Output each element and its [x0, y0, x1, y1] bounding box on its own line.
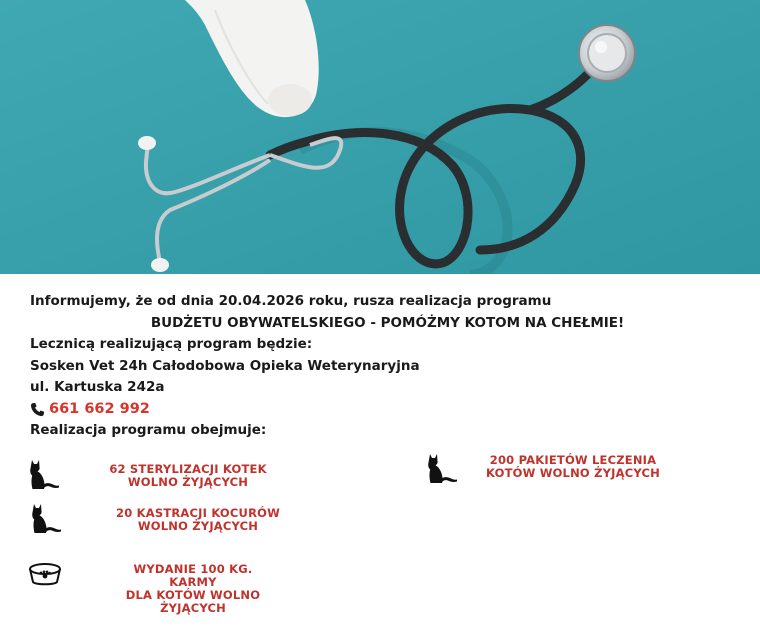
phone-icon [30, 402, 45, 417]
clinic-name: Sosken Vet 24h Całodobowa Opieka Weterynaryjna [30, 357, 420, 374]
announcement-line: Informujemy, że od dnia 20.04.2026 roku, rusza realizacja programu [30, 293, 552, 309]
item-text-line: KOTÓW WOLNO ŻYJĄCYCH [486, 466, 660, 480]
program-title: BUDŻETU OBYWATELSKIEGO - POMÓŻMY KOTOM NA CHEŁMIE! [150, 314, 625, 331]
item-text-line: ŻYJĄCYCH [160, 601, 226, 615]
stethoscope-chestpiece [579, 25, 635, 81]
list-item-treatment-packages [424, 452, 668, 486]
item-text-line: 200 PAKIETÓW LECZENIA [489, 453, 657, 467]
item-text-line: 20 KASTRACJI KOCURÓW [116, 506, 280, 520]
item-text [108, 507, 288, 533]
cat-icon [424, 452, 458, 486]
stethoscope-illustration [0, 0, 760, 274]
item-text-line: WOLNO ŻYJĄCYCH [127, 475, 249, 489]
food-bowl-icon [28, 560, 62, 594]
item-text [478, 454, 668, 480]
item-text-line: DLA KOTÓW WOLNO [125, 588, 261, 602]
hero-image [0, 0, 760, 274]
list-item-sterilization [26, 458, 268, 492]
list-item-food [28, 560, 278, 615]
cat-icon [28, 502, 62, 536]
list-item-castration [28, 502, 288, 536]
item-text-line: WYDANIE 100 KG. KARMY [133, 562, 253, 589]
announcement-text [30, 291, 730, 442]
program-scope-heading: Realizacja programu obejmuje: [30, 422, 267, 438]
item-text-line: WOLNO ŻYJĄCYCH [137, 519, 259, 533]
item-text [108, 563, 278, 615]
phone-number[interactable]: 661 662 992 [49, 400, 150, 417]
clinic-address: ul. Kartuska 242a [30, 379, 165, 395]
clinic-heading: Lecznicą realizującą program będzie: [30, 336, 313, 352]
item-text-line: 62 STERYLIZACJI KOTEK [109, 462, 267, 476]
phone-line[interactable] [30, 399, 730, 421]
cat-icon [26, 458, 60, 492]
item-text [108, 463, 268, 489]
